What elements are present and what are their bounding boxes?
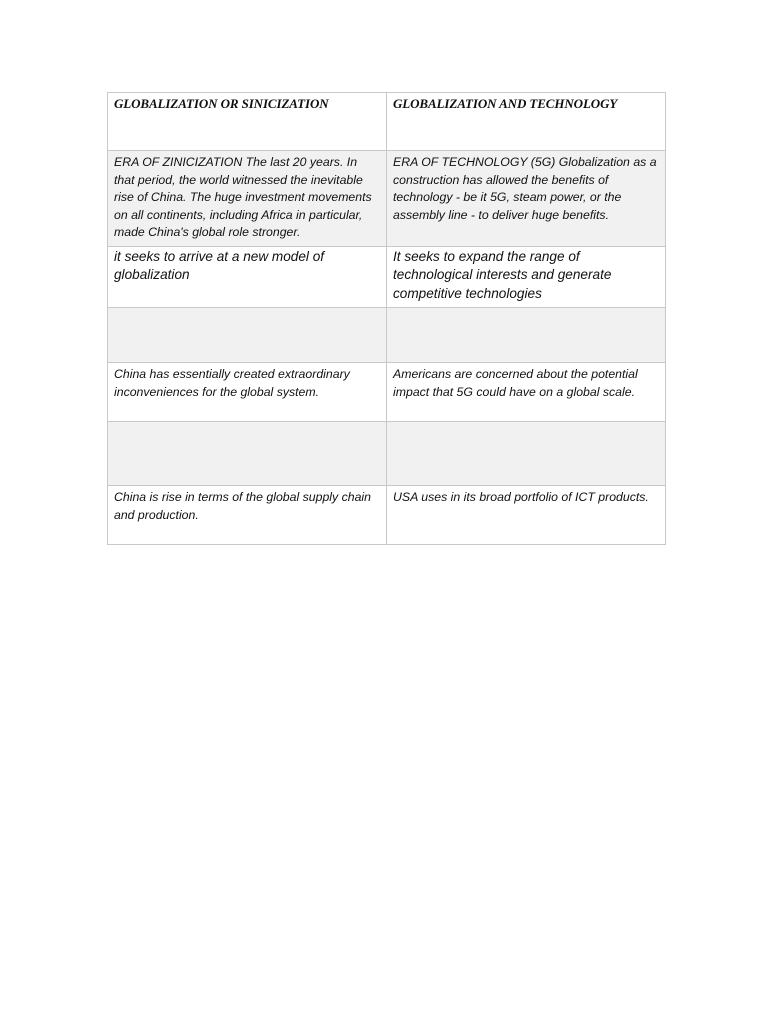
comparison-table <box>107 92 666 545</box>
table-cell-right: Americans are concerned about the potential impact that 5G could have on a global scale. <box>387 363 666 422</box>
table-row-empty <box>108 422 666 486</box>
table-header-row <box>108 93 666 151</box>
table-row <box>108 486 666 545</box>
table-row-empty <box>108 308 666 363</box>
table-row <box>108 246 666 308</box>
table-cell-right <box>387 422 666 486</box>
table-row <box>108 363 666 422</box>
table-cell-right <box>387 308 666 363</box>
table-cell-left: it seeks to arrive at a new model of globalization <box>108 246 387 308</box>
table-cell-left: ERA OF ZINICIZATION The last 20 years. In that period, the world witnessed the inevitable rise of China. The huge investment movements on all continents, including Africa in particular, made China's global role stronger. <box>108 151 387 247</box>
header-cell-technology: GLOBALIZATION AND TECHNOLOGY <box>387 93 666 151</box>
table-cell-right: USA uses in its broad portfolio of ICT products. <box>387 486 666 545</box>
table-cell-left <box>108 422 387 486</box>
table-cell-left: China has essentially created extraordinary inconveniences for the global system. <box>108 363 387 422</box>
table-cell-right: It seeks to expand the range of technological interests and generate competitive technologies <box>387 246 666 308</box>
table-cell-left <box>108 308 387 363</box>
table-cell-left: China is rise in terms of the global supply chain and production. <box>108 486 387 545</box>
table-cell-right: ERA OF TECHNOLOGY (5G) Globalization as a construction has allowed the benefits of technology - be it 5G, steam power, or the assembly line - to deliver huge benefits. <box>387 151 666 247</box>
table-row <box>108 151 666 247</box>
header-cell-sinicization: GLOBALIZATION OR SINICIZATION <box>108 93 387 151</box>
